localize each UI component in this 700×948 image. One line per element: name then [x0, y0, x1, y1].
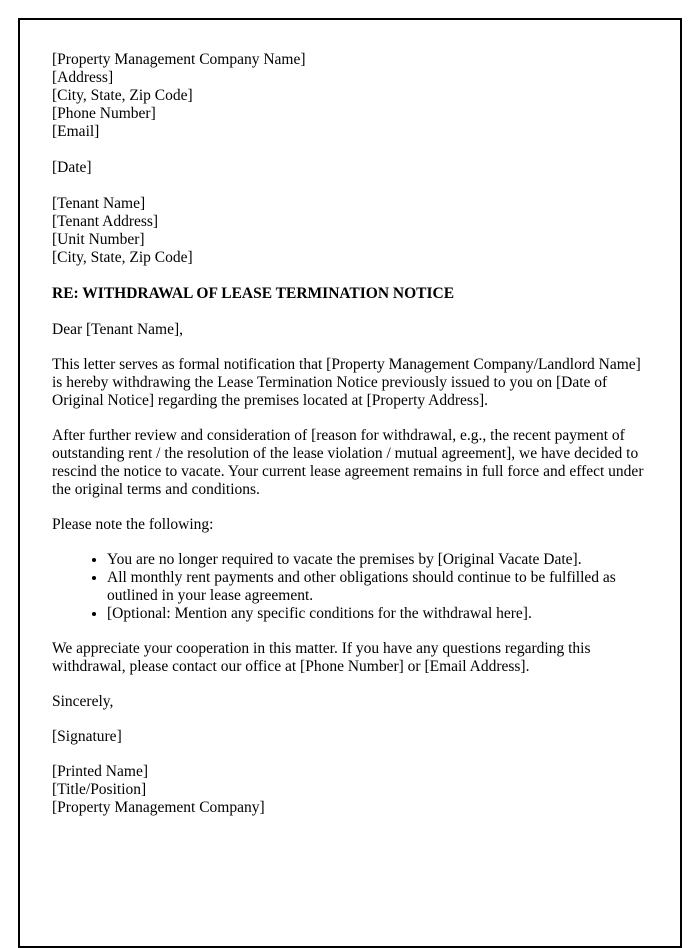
sender-phone-line: [Phone Number] [52, 105, 156, 122]
tenant-name-line: [Tenant Name] [52, 195, 146, 212]
date-block [52, 159, 650, 177]
letter-page [18, 18, 682, 948]
sender-email-line: [Email] [52, 123, 100, 140]
recipient-address-block [52, 195, 650, 267]
body-paragraph-1: This letter serves as formal notification that [Property Management Company/Landlord Name] is hereby withdrawing the Lease Termination Notice previously issued to you on [Date of Original Notice] regarding the premises located at [Property Address]. [52, 356, 641, 409]
signature-placeholder: [Signature] [52, 728, 122, 745]
sign-off: Sincerely, [52, 693, 114, 710]
notice-list-item: • All monthly rent payments and other obligations should continue to be fulfilled as outlined in your lease agreement. [107, 569, 650, 605]
tenant-city-line: [City, State, Zip Code] [52, 249, 193, 266]
subject-line: RE: WITHDRAWAL OF LEASE TERMINATION NOTICE [52, 285, 455, 302]
closing-paragraph: We appreciate your cooperation in this matter. If you have any questions regarding this withdrawal, please contact our office at [Phone Number] or [Email Address]. [52, 640, 591, 675]
sender-address-line: [Address] [52, 69, 114, 86]
tenant-address-line: [Tenant Address] [52, 213, 159, 230]
notice-list-item: • You are no longer required to vacate the premises by [Original Vacate Date]. [107, 551, 650, 569]
notice-list [52, 551, 650, 623]
title-position-line: [Title/Position] [52, 781, 147, 798]
printed-name-line: [Printed Name] [52, 763, 148, 780]
list-intro: Please note the following: [52, 516, 214, 533]
date-line: [Date] [52, 159, 92, 176]
sender-address-block [52, 51, 650, 141]
sender-city-line: [City, State, Zip Code] [52, 87, 193, 104]
signature-block [52, 763, 650, 817]
body-paragraph-2: After further review and consideration of [reason for withdrawal, e.g., the recent payment of outstanding rent / the resolution of the lease violation / mutual agreement], we have decided to rescind the notice to vacate. Your current lease agreement remains in full force and effect under the original terms and conditions. [52, 427, 644, 498]
sender-company-line: [Property Management Company Name] [52, 51, 306, 68]
tenant-unit-line: [Unit Number] [52, 231, 145, 248]
notice-list-item: • [Optional: Mention any specific conditions for the withdrawal here]. [107, 605, 650, 623]
salutation: Dear [Tenant Name], [52, 321, 184, 338]
signature-company-line: [Property Management Company] [52, 799, 265, 816]
